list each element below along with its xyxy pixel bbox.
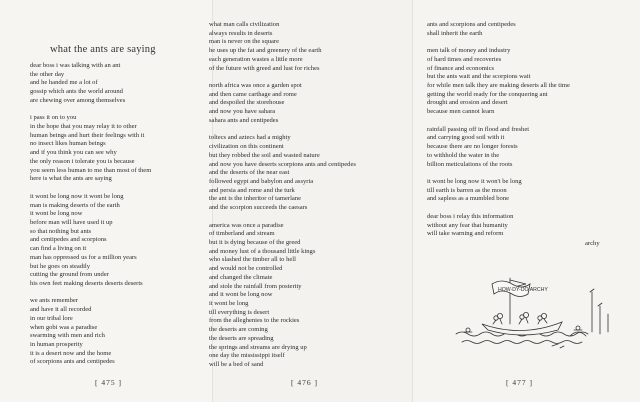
poem-line: but the ants wait and the scorpions wait [427, 73, 531, 81]
poem-line: it wont be long now it won't be long [427, 177, 522, 185]
poem-line: no insect likes human beings [30, 140, 106, 148]
poem-line: the springs and streams are drying up [209, 343, 307, 351]
poem-line: and money lust of a thousand little kings [209, 247, 316, 255]
poem-line: without any fear that humanity [427, 221, 508, 229]
ants-boat-illustration [452, 262, 620, 352]
poem-line: north africa was once a garden spot [209, 82, 302, 90]
poem-line: before man will have used it up [30, 218, 113, 226]
poem-line: and would not be controlled [209, 265, 283, 273]
stanza [427, 21, 570, 38]
poem-line: followed egypt and babylon and assyria [209, 177, 314, 185]
poem-line: but it is dying because of the greed [209, 238, 301, 246]
poem-line: till earth is barren as the moon [427, 186, 507, 194]
stanza [209, 134, 356, 212]
poem-line: one day the mississippi itself [209, 352, 285, 360]
poem-line: are chewing over among themselves [30, 96, 126, 104]
poem-line: dear boss i relay this information [427, 212, 514, 220]
stanza [209, 21, 356, 73]
stanza [427, 126, 570, 170]
poem-line: man is making deserts of the earth [30, 201, 120, 209]
poem-line: till everything is desert [209, 308, 270, 316]
poem-line: always results in deserts [209, 29, 273, 37]
poem-line: and persia and rome and the turk [209, 186, 295, 194]
poem-line: the ant is the inheritor of tamerlane [209, 195, 301, 203]
poem-line: the only reason i tolerate you is because [30, 157, 135, 165]
poem-line: of the future with greed and lust for riches [209, 64, 320, 72]
poem-line: and centipedes and scorpions [30, 236, 107, 244]
page-number-475: [ 475 ] [95, 378, 122, 387]
poem-line: cutting the ground from under [30, 271, 109, 279]
poem-line: he uses up the fat and greenery of the earth [209, 47, 322, 55]
poem-line: and changed the climate [209, 273, 273, 281]
poem-line: man is never on the square [209, 38, 279, 46]
poem-line: civilization on this continent [209, 143, 284, 151]
poem-line: what man calls civilization [209, 21, 280, 28]
poem-line: because there are no longer forests [427, 143, 518, 151]
stanza [30, 62, 151, 106]
poem-line: it wont be long now [30, 210, 83, 218]
poem-line: can find a living on it [30, 245, 87, 253]
stanza [30, 193, 151, 289]
poem-line: in the hope that you may relay it to other [30, 123, 137, 131]
poem-line: it wont be long now it wont be long [30, 192, 124, 200]
poem-line: men talk of money and industry [427, 47, 511, 55]
poem-line: you seem less human to me than most of them [30, 166, 152, 174]
poem-line: because men cannot learn [427, 108, 495, 116]
poem-line: but they robbed the soil and wasted nature [209, 151, 320, 159]
page-number-477: [ 477 ] [506, 378, 533, 387]
stanza [427, 213, 570, 239]
page-number-476: [ 476 ] [291, 378, 318, 387]
poem-title: what the ants are saying [50, 44, 156, 55]
poem-line: gossip which ants the world around [30, 88, 123, 96]
poem-line: his own feet making deserts deserts deserts [30, 279, 143, 287]
stanza [30, 114, 151, 184]
poem-line: the deserts are coming [209, 326, 268, 334]
stanza [427, 47, 570, 117]
poem-line: and now you have sahara [209, 108, 276, 116]
poem-line: and if you think you can see why [30, 149, 117, 157]
poem-line: sahara ants and centipedes [209, 116, 279, 124]
poem-line: america was once a paradise [209, 221, 284, 229]
poem-line: the deserts are spreading [209, 334, 274, 342]
poem-line: shall inherit the earth [427, 29, 483, 37]
poem-line: and now you have deserts scorpions ants and centipedes [209, 160, 356, 168]
poem-line: and the scorpion succeeds the caesars [209, 204, 308, 212]
poem-line: of timberland and stream [209, 230, 275, 238]
poem-line: drought and erosion and desert [427, 99, 508, 107]
text-column-3 [427, 21, 570, 239]
signature-archy: archy [585, 240, 600, 247]
poem-line: in our tribal lore [30, 314, 73, 322]
poem-line: and then came carthage and rome [209, 90, 297, 98]
poem-line: human beings and hurt their feelings with it [30, 131, 145, 139]
poem-line: will take warning and reform [427, 230, 504, 238]
banner-text: HOW-DY-DO ARCHY [498, 287, 548, 293]
poem-line: each generation wastes a little more [209, 55, 303, 63]
text-column-1 [30, 62, 151, 367]
poem-line: of scorpions ants and centipedes [30, 358, 115, 366]
poem-line: man has oppressed us for a million years [30, 253, 137, 261]
poem-line: of hard times and recoveries [427, 55, 502, 63]
poem-line: toltecs and aztecs had a mighty [209, 134, 291, 142]
poem-line: it wont be long [209, 300, 249, 307]
stanza [209, 82, 356, 126]
poem-line: for while men talk they are making deserts all the time [427, 82, 570, 90]
text-column-2 [209, 21, 356, 370]
poem-line: and he handed me a lot of [30, 79, 98, 87]
poem-line: of finance and economics [427, 64, 495, 72]
poem-line: but he goes on steadily [30, 262, 91, 270]
poem-line: i pass it on to you [30, 114, 77, 122]
poem-line: rainfall passing off in flood and freshet [427, 125, 530, 133]
poem-line: it is a desert now and the home [30, 349, 112, 357]
poem-line: and the deserts of the near east [209, 169, 290, 177]
poem-line: billion meticulations of the roots [427, 160, 513, 168]
poem-line: and stole the rainfall from posterity [209, 282, 302, 290]
poem-line: swarming with men and rich [30, 332, 105, 340]
poem-line: dear boss i was talking with an ant [30, 62, 121, 69]
poem-line: will be a bed of sand [209, 361, 264, 369]
stanza [427, 178, 570, 204]
stanza [209, 222, 356, 370]
stanza [30, 297, 151, 367]
poem-line: to withhold the water in the [427, 151, 500, 159]
poem-line: and it wont be long now [209, 291, 273, 299]
poem-line: and sapless as a mumbled bone [427, 195, 509, 203]
poem-line: who slashed the timber all to hell [209, 256, 296, 264]
poem-line: and have it all recorded [30, 306, 92, 314]
poem-line: and despoiled the storehouse [209, 99, 285, 107]
poem-line: ants and scorpions and centipedes [427, 21, 516, 28]
poem-line: in human prosperity [30, 341, 83, 348]
poem-line: we ants remember [30, 297, 78, 305]
poem-line: and carrying good soil with it [427, 134, 505, 142]
poem-line: so that nothing but ants [30, 227, 92, 235]
poem-line: here is what the ants are saying [30, 175, 112, 183]
poem-line: when gobi was a paradise [30, 323, 98, 331]
poem-line: getting the world ready for the conquering ant [427, 90, 548, 98]
poem-line: from the alleghenies to the rockies [209, 317, 300, 325]
poem-line: the other day [30, 70, 65, 78]
